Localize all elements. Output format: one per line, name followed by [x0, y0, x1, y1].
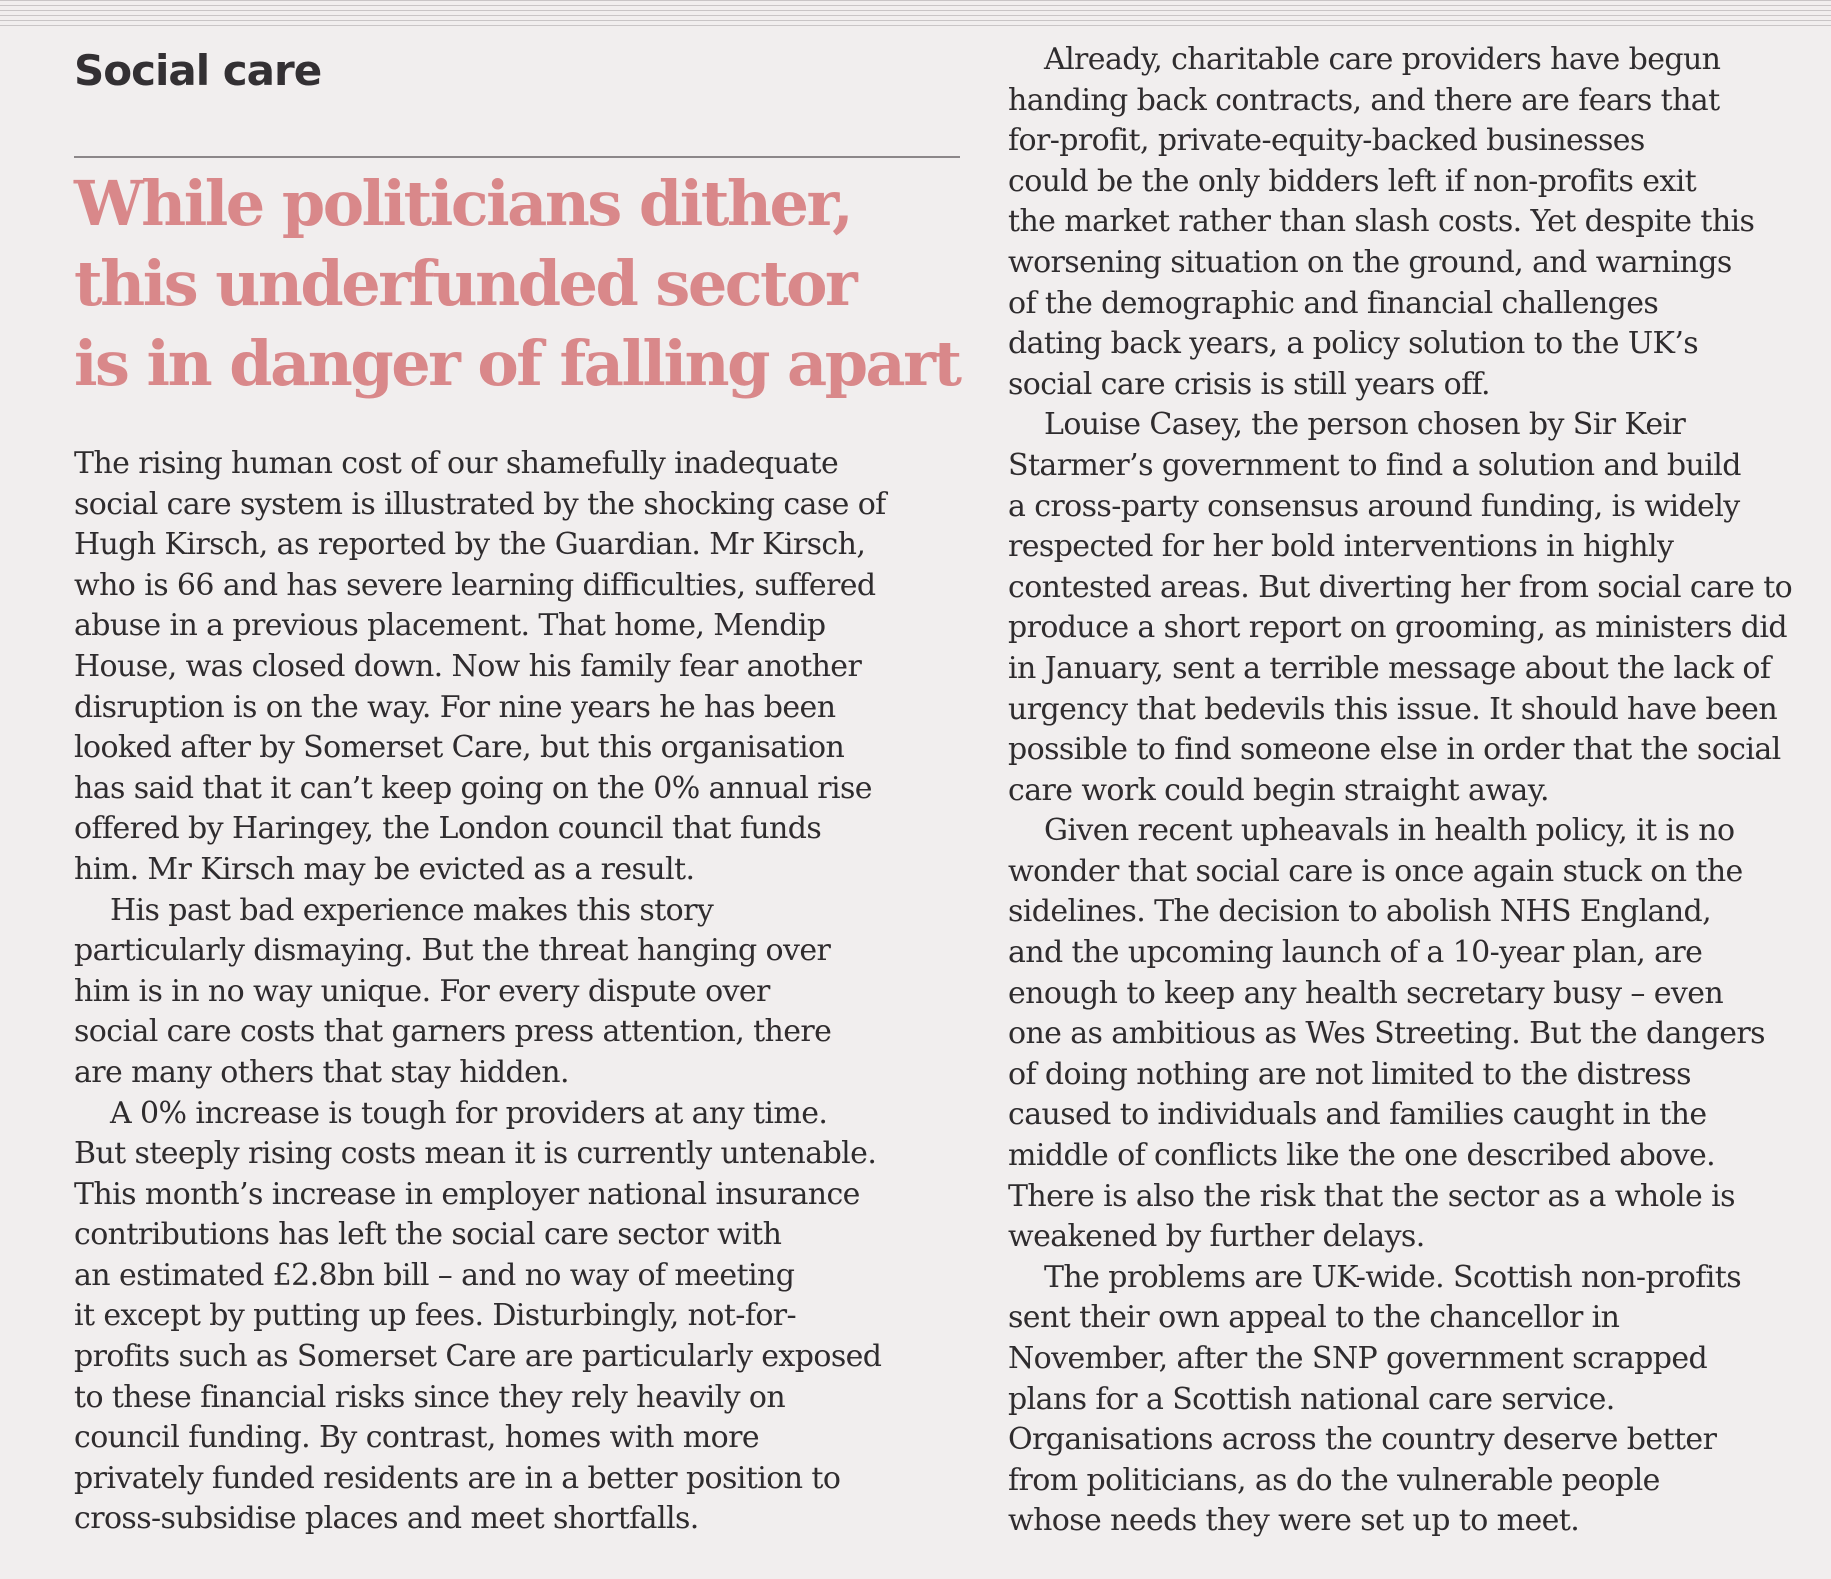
right-column-text: [1008, 40, 1831, 1542]
text-line: Hugh Kirsch, as reported by the Guardian. Mr Kirsch,: [74, 527, 866, 563]
text-line: sent their own appeal to the chancellor in: [1008, 1300, 1620, 1336]
text-line: dating back years, a policy solution to the UK’s: [1008, 326, 1699, 362]
text-line: middle of conflicts like the one described above.: [1008, 1138, 1716, 1174]
text-line: to these financial risks since they rely heavily on: [74, 1379, 786, 1415]
text-line: This month’s increase in employer national insurance: [74, 1176, 860, 1212]
text-line: has said that it can’t keep going on the 0% annual rise: [74, 770, 872, 806]
text-line: The problems are UK-wide. Scottish non-profits: [1044, 1259, 1741, 1295]
top-border-rule: [0, 0, 1831, 30]
text-line: council funding. By contrast, homes with more: [74, 1420, 760, 1456]
text-line: privately funded residents are in a better position to: [74, 1460, 841, 1496]
left-column-header: [74, 40, 964, 404]
text-line: for-profit, private-equity-backed businesses: [1008, 123, 1645, 159]
headline-divider: [74, 156, 960, 158]
text-line: November, after the SNP government scrapped: [1008, 1341, 1708, 1376]
text-line: wonder that social care is once again stuck on the: [1008, 853, 1743, 889]
text-line: social care system is illustrated by the shocking case of: [74, 486, 886, 522]
text-line: him. Mr Kirsch may be evicted as a result.: [74, 851, 695, 887]
text-line: Given recent upheavals in health policy, it is no: [1044, 813, 1735, 849]
text-line: could be the only bidders left if non-profits exit: [1008, 163, 1697, 199]
text-line: plans for a Scottish national care service.: [1008, 1381, 1615, 1417]
text-line: respected for her bold interventions in highly: [1008, 529, 1674, 565]
text-line: sidelines. The decision to abolish NHS England,: [1008, 894, 1712, 930]
text-line: But steeply rising costs mean it is currently untenable.: [74, 1136, 877, 1172]
text-line: of doing nothing are not limited to the distress: [1008, 1056, 1691, 1092]
text-line: him is in no way unique. For every dispute over: [74, 973, 770, 1009]
left-column-text: [74, 444, 974, 1540]
text-line: a cross-party consensus around funding, is widely: [1008, 488, 1740, 524]
text-line: Louise Casey, the person chosen by Sir Keir: [1044, 407, 1686, 443]
headline-line: is in danger of falling apart: [74, 327, 960, 400]
text-line: abuse in a previous placement. That home, Mendip: [74, 608, 826, 644]
right-column-body: [1008, 40, 1831, 1542]
text-line: of the demographic and financial challenges: [1008, 285, 1659, 321]
text-line: social care costs that garners press attention, there: [74, 1014, 832, 1050]
text-line: particularly dismaying. But the threat hanging over: [74, 933, 831, 969]
headline: [74, 164, 964, 404]
text-line: one as ambitious as Wes Streeting. But the dangers: [1008, 1016, 1765, 1052]
text-line: urgency that bedevils this issue. It should have been: [1008, 691, 1778, 727]
text-line: the market rather than slash costs. Yet despite this: [1008, 204, 1755, 240]
text-line: Organisations across the country deserve better: [1008, 1422, 1717, 1458]
text-line: whose needs they were set up to meet.: [1008, 1503, 1580, 1539]
text-line: Starmer’s government to find a solution and build: [1008, 447, 1741, 483]
text-line: profits such as Somerset Care are particularly exposed: [74, 1339, 882, 1375]
text-line: weakened by further delays.: [1008, 1219, 1425, 1255]
text-line: social care crisis is still years off.: [1008, 366, 1490, 402]
headline-line: While politicians dither,: [74, 167, 852, 240]
headline-line: this underfunded sector: [74, 247, 856, 320]
text-line: offered by Haringey, the London council that funds: [74, 811, 822, 847]
text-line: care work could begin straight away.: [1008, 772, 1549, 808]
text-line: enough to keep any health secretary busy – even: [1008, 975, 1724, 1011]
text-line: His past bad experience makes this story: [110, 892, 714, 928]
text-line: The rising human cost of our shamefully inadequate: [74, 446, 839, 481]
text-line: House, was closed down. Now his family fear another: [74, 648, 862, 684]
text-line: caused to individuals and families caught in the: [1008, 1097, 1707, 1133]
text-line: and the upcoming launch of a 10-year plan, are: [1008, 935, 1703, 971]
text-line: are many others that stay hidden.: [74, 1054, 569, 1090]
text-line: who is 66 and has severe learning difficulties, suffered: [74, 567, 876, 603]
text-line: produce a short report on grooming, as ministers did: [1008, 610, 1787, 646]
text-line: disruption is on the way. For nine years he has been: [74, 689, 836, 725]
text-line: worsening situation on the ground, and warnings: [1008, 244, 1732, 280]
text-line: There is also the risk that the sector as a whole is: [1008, 1178, 1735, 1214]
text-line: A 0% increase is tough for providers at any time.: [110, 1095, 828, 1131]
text-line: it except by putting up fees. Disturbingly, not-for-: [74, 1298, 797, 1334]
text-line: handing back contracts, and there are fears that: [1008, 82, 1720, 118]
text-line: cross-subsidise places and meet shortfalls.: [74, 1501, 699, 1537]
text-line: possible to find someone else in order that the social: [1008, 732, 1781, 768]
text-line: contributions has left the social care sector with: [74, 1217, 782, 1253]
text-line: in January, sent a terrible message about the lack of: [1008, 650, 1771, 686]
left-column-body: [74, 444, 974, 1540]
text-line: an estimated £2.8bn bill – and no way of meeting: [74, 1257, 795, 1293]
text-line: looked after by Somerset Care, but this organisation: [74, 730, 845, 766]
section-label: Social care: [74, 46, 322, 95]
text-line: Already, charitable care providers have begun: [1044, 42, 1721, 77]
text-line: contested areas. But diverting her from social care to: [1008, 569, 1793, 605]
text-line: from politicians, as do the vulnerable people: [1008, 1462, 1660, 1498]
